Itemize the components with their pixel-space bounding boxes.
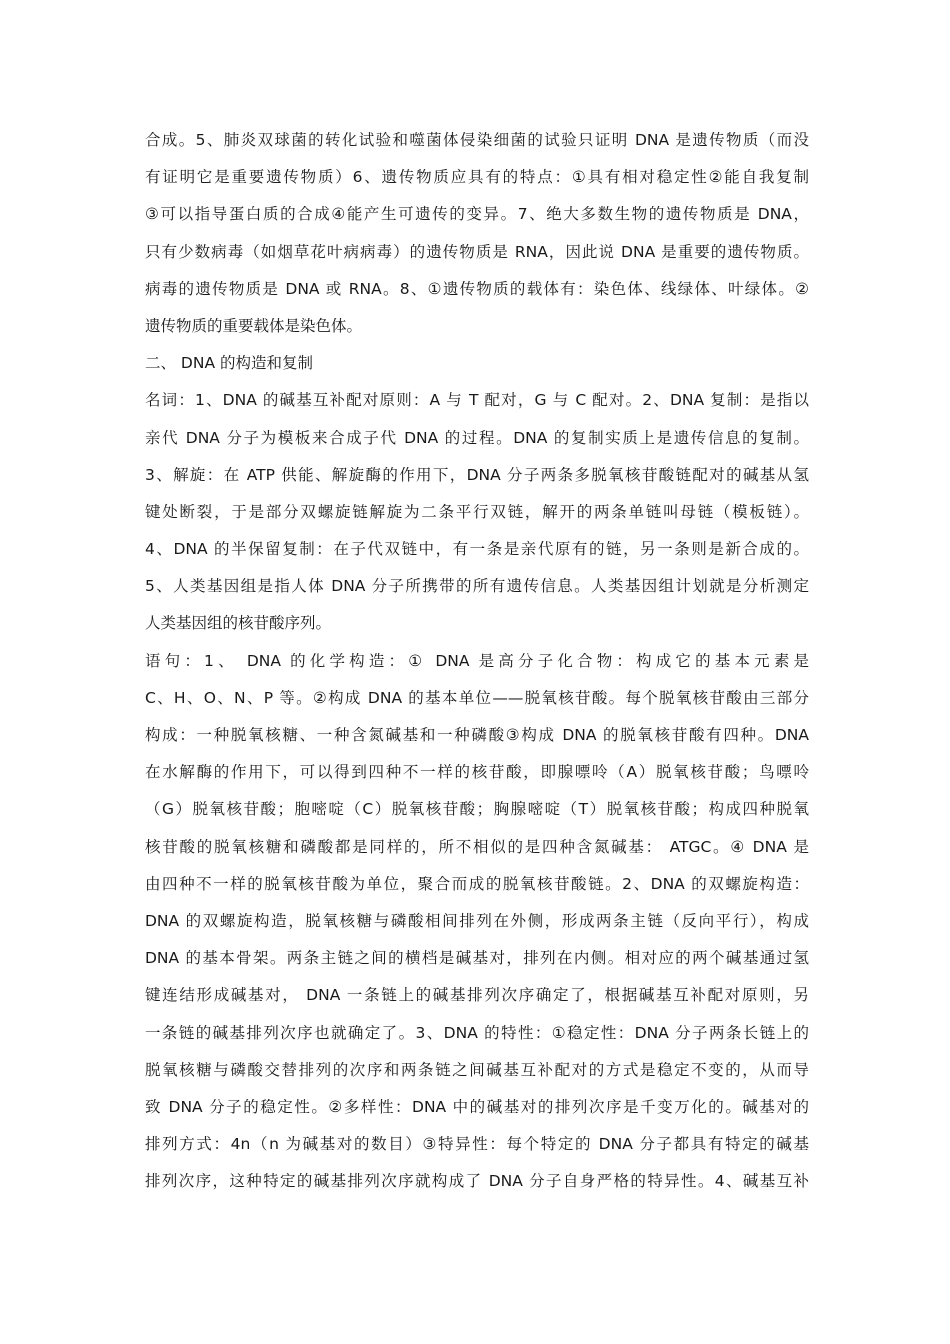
text-line: DNA 的双螺旋构造，脱氧核糖与磷酸相间排列在外侧，形成两条主链（反向平行），构成 [145,911,809,930]
text-line: 合成。5、肺炎双球菌的转化试验和噬菌体侵染细菌的试验只证明 DNA 是遗传物质（而没 [145,131,809,149]
text-line: （G）脱氧核苷酸；胞嘧啶（C）脱氧核苷酸；胸腺嘧啶（T）脱氧核苷酸；构成四种脱氧 [145,800,809,819]
text-line: ③可以指导蛋白质的合成④能产生可遗传的变异。7、绝大多数生物的遗传物质是 DNA， [145,205,809,224]
text-line: 核苷酸的脱氧核糖和磷酸都是同样的，所不相似的是四种含氮碱基： ATGC。④ DNA 是 [145,837,809,856]
text-line: 3、解旋：在 ATP 供能、解旋酶的作用下，DNA 分子两条多脱氧核苷酸链配对的碱基从氢 [145,465,809,484]
text-line: 排列次序，这种特定的碱基排列次序就构成了 DNA 分子自身严格的特异性。4、碱基互补 [145,1172,809,1191]
text-line: 语句：1、 DNA 的化学构造：① DNA 是高分子化合物：构成它的基本元素是 [145,651,809,670]
text-line: 4、DNA 的半保留复制：在子代双链中，有一条是亲代原有的链，另一条则是新合成的。 [145,540,809,559]
text-line: 只有少数病毒（如烟草花叶病病毒）的遗传物质是 RNA，因此说 DNA 是重要的遗传物质。 [145,242,809,261]
text-line: 键处断裂，于是部分双螺旋链解旋为二条平行双链，解开的两条单链叫母链（模板链）。 [145,502,809,521]
text-line: 构成：一种脱氧核糖、一种含氮碱基和一种磷酸③构成 DNA 的脱氧核苷酸有四种。DNA [145,726,809,744]
text-line: 由四种不一样的脱氧核苷酸为单位，聚合而成的脱氧核苷酸链。2、DNA 的双螺旋构造： [145,874,809,893]
section-heading: 二、 DNA 的构造和复制 [145,354,313,373]
text-line: 键连结形成碱基对， DNA 一条链上的碱基排列次序确定了，根据碱基互补配对原则，另 [145,986,809,1005]
text-line: 5、人类基因组是指人体 DNA 分子所携带的所有遗传信息。人类基因组计划就是分析测定 [145,577,809,596]
text-line: 人类基因组的核苷酸序列。 [145,614,332,633]
document-page [145,122,809,1200]
text-line: C、H、O、N、P 等。②构成 DNA 的基本单位——脱氧核苷酸。每个脱氧核苷酸由三部分 [145,688,809,707]
text-line: 一条链的碱基排列次序也就确定了。3、DNA 的特性：①稳定性：DNA 分子两条长链上的 [145,1023,809,1042]
text-line: 遗传物质的重要载体是染色体。 [145,316,363,335]
text-line: 排列方式：4n（n 为碱基对的数目）③特异性：每个特定的 DNA 分子都具有特定的碱基 [145,1135,809,1154]
text-line: 名词：1、DNA 的碱基互补配对原则：A 与 T 配对，G 与 C 配对。2、DNA 复制：是指以 [145,391,809,410]
text-line: DNA 的基本骨架。两条主链之间的横档是碱基对，排列在内侧。相对应的两个碱基通过氢 [145,949,809,968]
text-line: 致 DNA 分子的稳定性。②多样性：DNA 中的碱基对的排列次序是千变万化的。碱基对的 [145,1097,809,1116]
text-line: 病毒的遗传物质是 DNA 或 RNA。8、①遗传物质的载体有：染色体、线绿体、叶绿体。② [145,279,809,298]
text-line: 在水解酶的作用下，可以得到四种不一样的核苷酸，即腺嘌呤（A）脱氧核苷酸；鸟嘌呤 [145,763,809,782]
text-line: 脱氧核糖与磷酸交替排列的次序和两条链之间碱基互补配对的方式是稳定不变的，从而导 [145,1060,809,1079]
text-line: 有证明它是重要遗传物质）6、遗传物质应具有的特点：①具有相对稳定性②能自我复制 [145,168,809,187]
text-line: 亲代 DNA 分子为模板来合成子代 DNA 的过程。DNA 的复制实质上是遗传信息的复制。 [145,428,809,447]
